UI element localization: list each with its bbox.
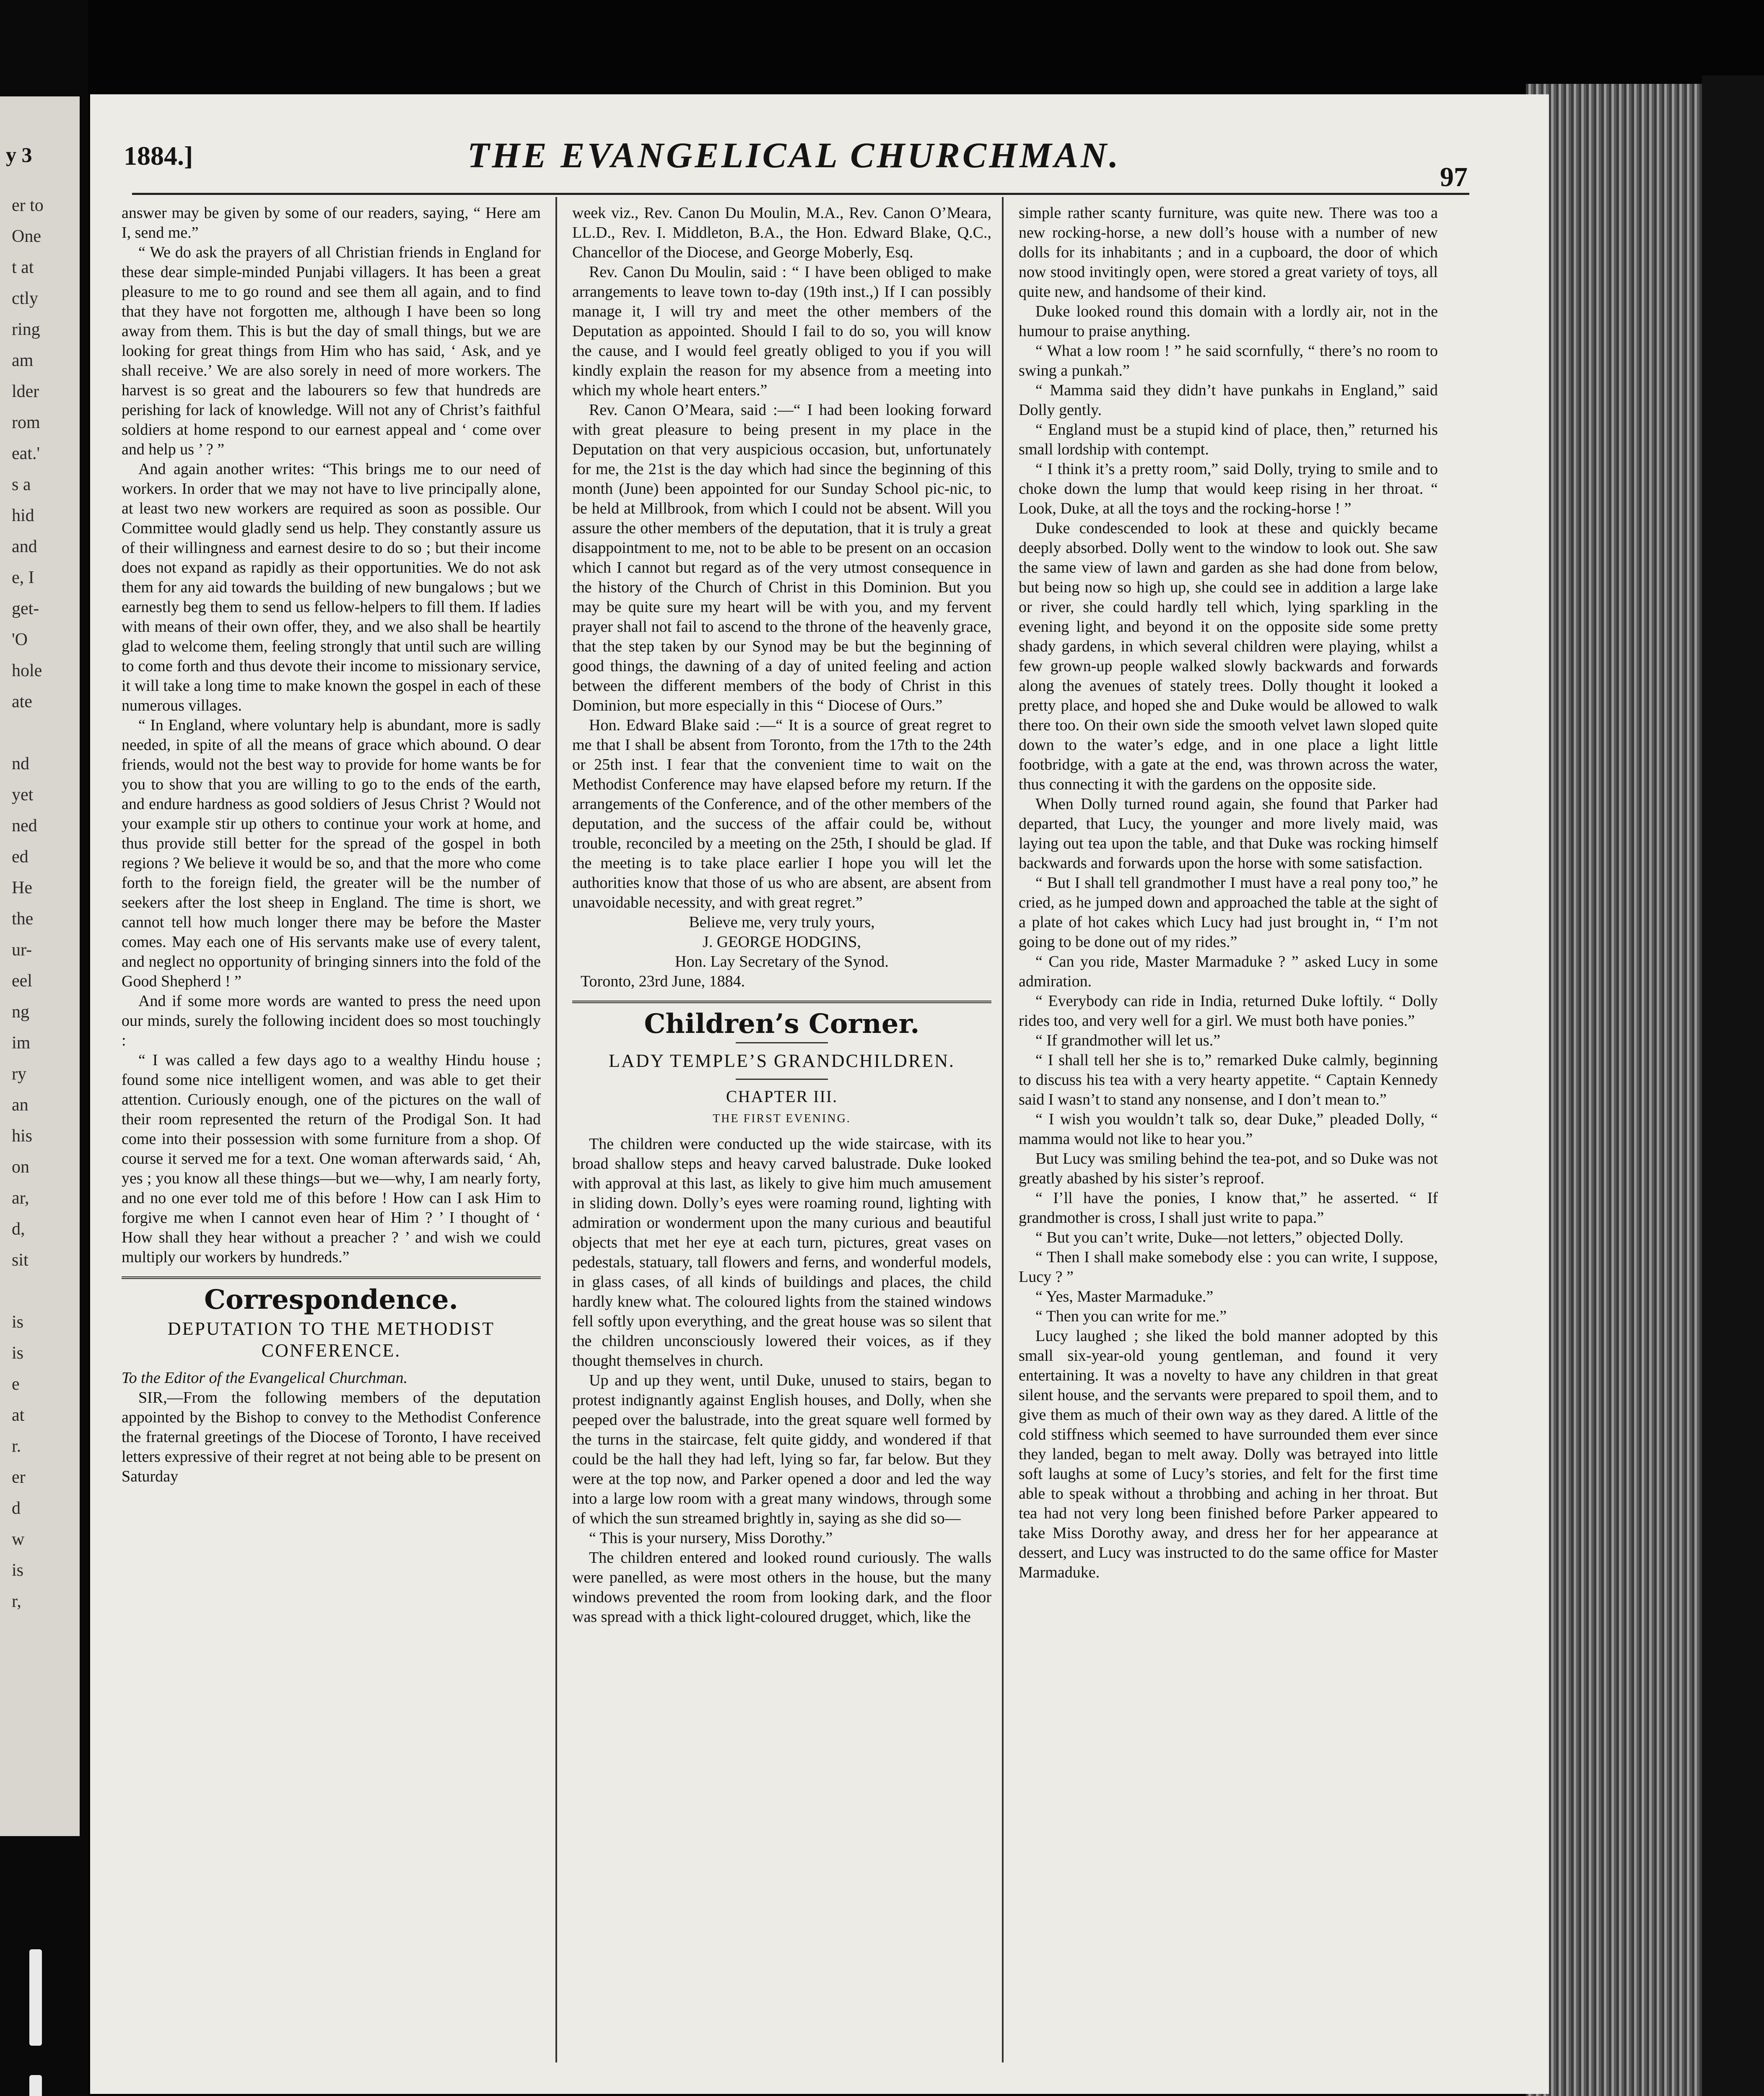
previous-page-fragment [0, 96, 80, 1836]
previous-page-line: e [12, 1375, 20, 1394]
previous-page-line: 'O [12, 630, 28, 649]
book-page-edges [1526, 84, 1702, 2096]
previous-page-line: is [12, 1561, 24, 1580]
previous-page-line: nd [12, 754, 29, 773]
paragraph: “ But you can’t write, Duke—not letters,” objected Dolly. [1035, 1229, 1403, 1246]
previous-page-line: ned [12, 816, 37, 835]
paragraph: simple rather scanty furniture, was quite new. There was too a new rocking-horse, a new doll’s house with a number of new dolls for its inhabitants ; and in a cupboard, the door of which now stood invitingly open, were stored a great variety of toys, all quite new, and handsome of their kind. [1019, 204, 1438, 301]
paragraph: But Lucy was smiling behind the tea-pot, and so Duke was not greatly abashed by his sister’s reproof. [1019, 1150, 1438, 1187]
paragraph: “ If grandmother will let us.” [1035, 1032, 1221, 1049]
paragraph: “ But I shall tell grandmother I must have a real pony too,” he cried, as he jumped down and approached the table at the sight of a plate of hot cakes which Lucy had just brought in, “ I’m not going to be done out of my rides.” [1019, 874, 1438, 951]
previous-page-line: er [12, 1468, 26, 1487]
previous-page-folio: y 3 [6, 143, 32, 166]
paragraph: “ I’ll have the ponies, I know that,” he asserted. “ If grandmother is cross, I shall just write to papa.” [1019, 1189, 1438, 1227]
paragraph: Lucy laughed ; she liked the bold manner adopted by this small six-year-old young gentleman, and found it very entertaining. It was a novelty to have any children in that great silent house, and the servants were prepared to spoil them, and to give them as much of their own way as they dared. A little of the cold stiffness which seemed to have surrounded them ever since they landed, began to melt away. Dolly was betrayed into little soft laughs at some of Lucy’s stories, and felt for the first time able to speak without a throbbing and aching in her throat. But tea had not very long been finished before Parker appeared to take Miss Dorothy away, and dress her for her appearance at dessert, and Lucy was instructed to do the same office for Master Marmaduke. [1019, 1327, 1438, 1581]
film-border-right [1702, 75, 1764, 2096]
previous-page-line: One [12, 227, 41, 246]
previous-page-line: ctly [12, 289, 38, 308]
paragraph: answer may be given by some of our readers, saying, “ Here am I, send me.” [122, 204, 541, 241]
film-sprocket [29, 1949, 42, 2046]
deputation-heading: DEPUTATION TO THE METHODIST CONFERENCE. [167, 1318, 495, 1361]
previous-page-line: ring [12, 320, 40, 339]
previous-page-line: w [12, 1530, 25, 1549]
paragraph: SIR,—From the following members of the deputation appointed by the Bishop to convey to the Methodist Conference the fraternal greetings of the Diocese of Toronto, I have received letters expressive of their regret at not being able to be present on Saturday [122, 1389, 541, 1485]
previous-page-line: ur- [12, 940, 32, 960]
previous-page-line: ry [12, 1064, 26, 1084]
previous-page-line: is [12, 1313, 24, 1332]
column-1 [122, 203, 541, 1486]
previous-page-line: an [12, 1095, 29, 1115]
paragraph: When Dolly turned round again, she found that Parker had departed, that Lucy, the younger and more lively maid, was laying out tea upon the table, and that Duke was rocking himself backwards and forwards upon the horse with some satisfaction. [1019, 795, 1438, 872]
column-3 [1019, 203, 1438, 1582]
paragraph: “ I think it’s a pretty room,” said Dolly, trying to smile and to choke down the lump that would keep rising in her throat. “ Look, Duke, at all the toys and the rocking-horse ! ” [1019, 460, 1438, 517]
header-year: 1884.] [124, 141, 193, 171]
previous-page-line: t at [12, 258, 34, 277]
previous-page-line: his [12, 1126, 33, 1146]
paragraph: Hon. Edward Blake said :—“ It is a source of great regret to me that I shall be absent from Toronto, from the 17th to the 24th or 25th inst. I fear that the convenient time to wait on the Methodist Conference may have elapsed before my return. If the arrangements of the Conference, and of the other members of the deputation, and the success of the affair could be, without trouble, reconciled by a meeting on the 25th, I should be glad. If the meeting is to take place earlier I hope you will let the authorities know that those of us who are absent, are absent from unavoidable necessity, and with great regret.” [572, 716, 991, 911]
paragraph: Duke condescended to look at these and quickly became deeply absorbed. Dolly went to the window to look out. She saw the same view of lawn and garden as she had done from below, but being now so high up, she could see in addition a large lake or river, she could hardly tell which, lying sparkling in the evening light, and beyond it on the opposite side some pretty shady gardens, in which several children were playing, whilst a few grown-up people walked slowly backwards and forwards along the avenues of stately trees. Dolly thought it looked a pretty place, and hoped she and Duke would be allowed to walk there too. On their own side the smooth velvet lawn sloped quite down to the water’s edge, and in one place a light little footbridge, with a gate at the end, was thrown across the water, thus connecting it with the gardens on the opposite side. [1019, 519, 1438, 793]
paragraph: “ What a low room ! ” he said scornfully, “ there’s no room to swing a punkah.” [1019, 342, 1438, 379]
previous-page-line: is [12, 1344, 24, 1363]
paragraph: “ I shall tell her she is to,” remarked Duke calmly, beginning to discuss his tea with a very hearty appetite. “ Captain Kennedy said I wasn’t to stand any nonsense, and I don’t mean to.” [1019, 1051, 1438, 1108]
paragraph: Duke looked round this domain with a lordly air, not in the humour to praise anything. [1019, 303, 1438, 340]
previous-page-line: hid [12, 506, 34, 525]
previous-page-line: ed [12, 847, 29, 866]
column-divider [1002, 197, 1004, 2062]
paragraph: The children were conducted up the wide staircase, with its broad shallow steps and heavy carved balustrade. Duke looked with approval at this last, as likely to give him much amusement in sliding down. Dolly’s eyes were roaming round, lighting with admiration or wonderment upon the many curious and beautiful objects that met her eye at each turn, pictures, great vases on pedestals, statuary, tall flowers and ferns, and wonderful models, in glass cases, of all kinds of buildings and places, the child hardly knew what. The coloured lights from the stained windows fell softly upon everything, and the great house was so silent that the children unconsciously lowered their voices, as if they thought themselves in church. [572, 1135, 991, 1370]
paragraph: “ Can you ride, Master Marmaduke ? ” asked Lucy in some admiration. [1019, 953, 1438, 990]
previous-page-line: eel [12, 971, 32, 991]
section-rule [122, 1276, 541, 1279]
previous-page-line: r, [12, 1592, 21, 1611]
signature-title: Hon. Lay Secretary of the Synod. [675, 953, 889, 970]
previous-page-line: sit [12, 1250, 29, 1270]
previous-page-line: eat.' [12, 444, 40, 463]
chapter-heading: CHAPTER III. [726, 1087, 838, 1106]
paragraph: “ Mamma said they didn’t have punkahs in England,” said Dolly gently. [1019, 381, 1438, 419]
previous-page-line: on [12, 1157, 29, 1177]
column-divider [555, 197, 557, 2062]
header-rule [132, 193, 1469, 195]
previous-page-line: im [12, 1033, 31, 1053]
paragraph: “ I was called a few days ago to a wealthy Hindu house ; found some nice intelligent women, and was able to get their attention. Curiously enough, one of the pictures on the wall of their room represented the return of the Prodigal Son. It had come into their possession with some furniture from a shop. Of course it served me for a text. One woman afterwards said, ‘ Ah, yes ; you know all these things—but we—why, I am nearly forty, and no one ever told me of this before ! How can I ask Him to forgive me when I cannot even hear of Him ? ’ I thought of ‘ How shall they hear without a preacher ? ’ and wish we could multiply our workers by hundreds.” [122, 1051, 541, 1266]
paragraph: The children entered and looked round curiously. The walls were panelled, as were most others in the house, but the many windows prevented the room from looking dark, and the floor was spread with a thick light-coloured drugget, which, like the [572, 1549, 991, 1626]
section-rule [572, 1001, 991, 1003]
chapter-subtitle: THE FIRST EVENING. [713, 1112, 851, 1125]
previous-page-line: rom [12, 413, 40, 432]
newspaper-page [90, 94, 1549, 2094]
previous-page-line: ng [12, 1002, 29, 1022]
rule [736, 1079, 828, 1080]
paragraph: “ Then you can write for me.” [1035, 1307, 1227, 1325]
paragraph: “ Yes, Master Marmaduke.” [1035, 1288, 1214, 1305]
column-2 [572, 203, 991, 1627]
previous-page-line: hole [12, 661, 42, 680]
previous-page-line: get- [12, 599, 39, 618]
paragraph: “ England must be a stupid kind of place, then,” returned his small lordship with contempt. [1019, 421, 1438, 458]
previous-page-line: ate [12, 692, 32, 711]
signature-date: Toronto, 23rd June, 1884. [581, 973, 745, 990]
paragraph: Up and up they went, until Duke, unused to stairs, began to protest indignantly against English houses, and Dolly, when she peeped over the balustrade, into the great square well formed by the turns in the staircase, felt quite giddy, and wondered if that could be the hall they had left, lying so far, far below. But they were at the top now, and Parker opened a door and led the way into a large low room with a great many windows, through some of which the sun streamed brightly in, saying as she did so— [572, 1372, 991, 1527]
previous-page-line: e, I [12, 568, 34, 587]
signature-close: Believe me, very truly yours, [689, 913, 875, 931]
paragraph: “ We do ask the prayers of all Christian friends in England for these dear simple-minded Punjabi villagers. It has been a great pleasure to me to go round and see them all again, and to find that they have not forgotten me, although I have been so long away from them. This is but the day of small things, but we are looking for great things from Him who has said, ‘ Ask, and ye shall receive.’ We are also sorely in need of more workers. The harvest is so great and the labourers so few that hundreds are perishing for lack of knowledge. Will not any of Christ’s faithful soldiers at home respond to our earnest appeal and ‘ come over and help us ’ ? ” [122, 244, 541, 458]
paragraph: Rev. Canon O’Meara, said :—“ I had been looking forward with great pleasure to being present in my place in the Deputation on that very auspicious occasion, but, unfortunately for me, the 21st is the day which had since the beginning of this month (June) been appointed for our Sunday School pic-nic, to be held at Millbrook, from which I could not be absent. Will you assure the other members of the deputation, that it is truly a great disappointment to me, not to be able to be present on an occasion which I cannot but regard as of the very utmost consequence in the history of the Church of Christ in this Dominion. But you may be quite sure my heart will be with you, and my fervent prayer shall not fail to ascend to the throne of the heavenly grace, that the step taken by our Synod may be but the beginning of good things, the dawning of a day of united feeling and action between the different members of the body of Christ in this Dominion, but more especially in this “ Diocese of Ours.” [572, 401, 991, 714]
previous-page-line: lder [12, 382, 39, 401]
signature-name: J. GEORGE HODGINS, [703, 933, 861, 951]
previous-page-line: the [12, 909, 34, 929]
childrens-corner-heading: Children’s Corner. [644, 1008, 920, 1040]
paragraph: “ Everybody can ride in India, returned Duke loftily. “ Dolly rides too, and very well for a girl. We must both have ponies.” [1019, 992, 1438, 1030]
previous-page-line: yet [12, 785, 34, 804]
previous-page-line: and [12, 537, 37, 556]
rule [736, 1042, 828, 1043]
paragraph: “ Then I shall make somebody else : you can write, I suppose, Lucy ? ” [1019, 1248, 1438, 1286]
previous-page-line: d, [12, 1219, 25, 1239]
previous-page-line: er to [12, 196, 44, 215]
paragraph: And if some more words are wanted to press the need upon our minds, surely the following incident does so most touchingly : [122, 992, 541, 1049]
previous-page-line: ar, [12, 1188, 29, 1208]
letter-address: To the Editor of the Evangelical Churchman. [122, 1369, 408, 1387]
page-number: 97 [1440, 162, 1468, 192]
paragraph: “ I wish you wouldn’t talk so, dear Duke,” pleaded Dolly, “ mamma would not like to hear you.” [1019, 1110, 1438, 1148]
masthead-title: THE EVANGELICAL CHURCHMAN. [467, 135, 1121, 175]
previous-page-line: d [12, 1499, 21, 1518]
film-sprocket [29, 2075, 42, 2096]
previous-page-line: at [12, 1406, 25, 1425]
story-title: LADY TEMPLE’S GRANDCHILDREN. [609, 1051, 955, 1071]
paragraph: Rev. Canon Du Moulin, said : “ I have been obliged to make arrangements to leave town to-day (19th inst.,) If I can possibly manage it, I will try and meet the other members of the Deputation as appointed. Should I fail to do so, you will know the cause, and I would feel greatly obliged to you if you will kindly explain the reason for my absence from a meeting into which my whole heart enters.” [572, 263, 991, 399]
paragraph: week viz., Rev. Canon Du Moulin, M.A., Rev. Canon O’Meara, LL.D., Rev. I. Middleton, B.A., the Hon. Edward Blake, Q.C., Chancellor of the Diocese, and George Moberly, Esq. [572, 204, 991, 261]
paragraph: “ This is your nursery, Miss Dorothy.” [589, 1529, 833, 1547]
correspondence-heading: Correspondence. [204, 1284, 458, 1315]
previous-page-line: r. [12, 1437, 21, 1456]
paragraph: And again another writes: “This brings me to our need of workers. In order that we may not have to live principally alone, at least two new workers are required as soon as possible. Our Committee would gladly send us help. They constantly assure us of their willingness and earnest desire to do so ; but their income does not expand as rapidly as their opportunities. We do not ask them for any aid towards the building of new bungalows ; but we earnestly beg them to send us fellow-helpers to fill them. If ladies with means of their own offer, they, and we also shall be heartily glad to welcome them, feeling strongly that until such are willing to come forth and thus devote their income to missionary service, it will take a long time to make known the gospel in each of these numerous villages. [122, 460, 541, 714]
previous-page-line: He [12, 878, 32, 898]
previous-page-line: s a [12, 475, 31, 494]
paragraph: “ In England, where voluntary help is abundant, more is sadly needed, in spite of all the means of grace which abound. O dear friends, would not the best way to provide for home wants be for you to show that you are willing to go to the ends of the earth, and endure hardness as good soldiers of Jesus Christ ? Would not your example stir up others to continue your work at home, and thus provide still better for the spread of the gospel in both regions ? We believe it would be so, and that the more who come forth to the foreign field, the greater will be the number of seekers after the lost sheep in England. The time is short, we cannot tell how much longer there may be before the Master comes. May each one of His servants make use of every talent, and neglect no opportunity of bringing sinners into the fold of the Good Shepherd ! ” [122, 716, 541, 990]
previous-page-line: am [12, 351, 34, 370]
